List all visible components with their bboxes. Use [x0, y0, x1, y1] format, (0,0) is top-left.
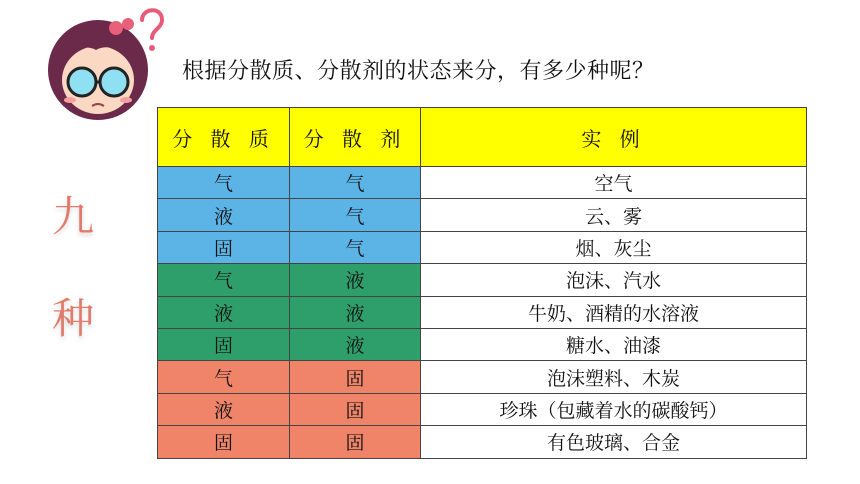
table-row — [158, 264, 807, 296]
side-label-char-2: 种 — [52, 294, 95, 343]
cell-dispersion-medium: 气 — [290, 231, 421, 263]
cell-example: 烟、灰尘 — [421, 231, 807, 263]
header-dispersion-medium: 分 散 剂 — [290, 108, 421, 167]
cell-dispersed-phase: 气 — [158, 361, 290, 393]
cell-dispersion-medium: 气 — [290, 167, 421, 199]
cell-dispersed-phase: 固 — [158, 328, 290, 360]
table-row — [158, 393, 807, 425]
header-dispersed-phase: 分 散 质 — [158, 108, 290, 167]
table-row — [158, 361, 807, 393]
cell-example: 牛奶、酒精的水溶液 — [421, 296, 807, 328]
cell-dispersed-phase: 固 — [158, 231, 290, 263]
cell-dispersed-phase: 液 — [158, 199, 290, 231]
cell-example: 泡沫塑料、木炭 — [421, 361, 807, 393]
question-heading: 根据分散质、分散剂的状态来分，有多少种呢？ — [182, 59, 655, 84]
header-examples: 实 例 — [421, 108, 807, 167]
side-label-char-1: 九 — [52, 192, 95, 241]
cell-example: 有色玻璃、合金 — [421, 426, 807, 458]
cell-example: 云、雾 — [421, 199, 807, 231]
cell-dispersed-phase: 气 — [158, 167, 290, 199]
thinking-girl-icon — [46, 2, 176, 122]
cell-dispersed-phase: 固 — [158, 426, 290, 458]
cell-example: 珍珠（包藏着水的碳酸钙） — [421, 393, 807, 425]
cell-dispersion-medium: 固 — [290, 426, 421, 458]
question-mark-icon — [142, 10, 162, 51]
cell-dispersion-medium: 气 — [290, 199, 421, 231]
cell-example: 糖水、油漆 — [421, 328, 807, 360]
table-row — [158, 231, 807, 263]
cell-example: 泡沫、汽水 — [421, 264, 807, 296]
table-header-row — [158, 108, 807, 167]
table-row — [158, 328, 807, 360]
table-row — [158, 296, 807, 328]
cell-dispersion-medium: 固 — [290, 361, 421, 393]
cell-dispersed-phase: 液 — [158, 393, 290, 425]
table-row — [158, 199, 807, 231]
cell-dispersed-phase: 气 — [158, 264, 290, 296]
cell-dispersed-phase: 液 — [158, 296, 290, 328]
cell-dispersion-medium: 液 — [290, 328, 421, 360]
table-row — [158, 426, 807, 458]
cell-dispersion-medium: 液 — [290, 264, 421, 296]
dispersion-system-table — [157, 107, 807, 459]
cell-dispersion-medium: 固 — [290, 393, 421, 425]
table-row — [158, 167, 807, 199]
cell-dispersion-medium: 液 — [290, 296, 421, 328]
cell-example: 空气 — [421, 167, 807, 199]
